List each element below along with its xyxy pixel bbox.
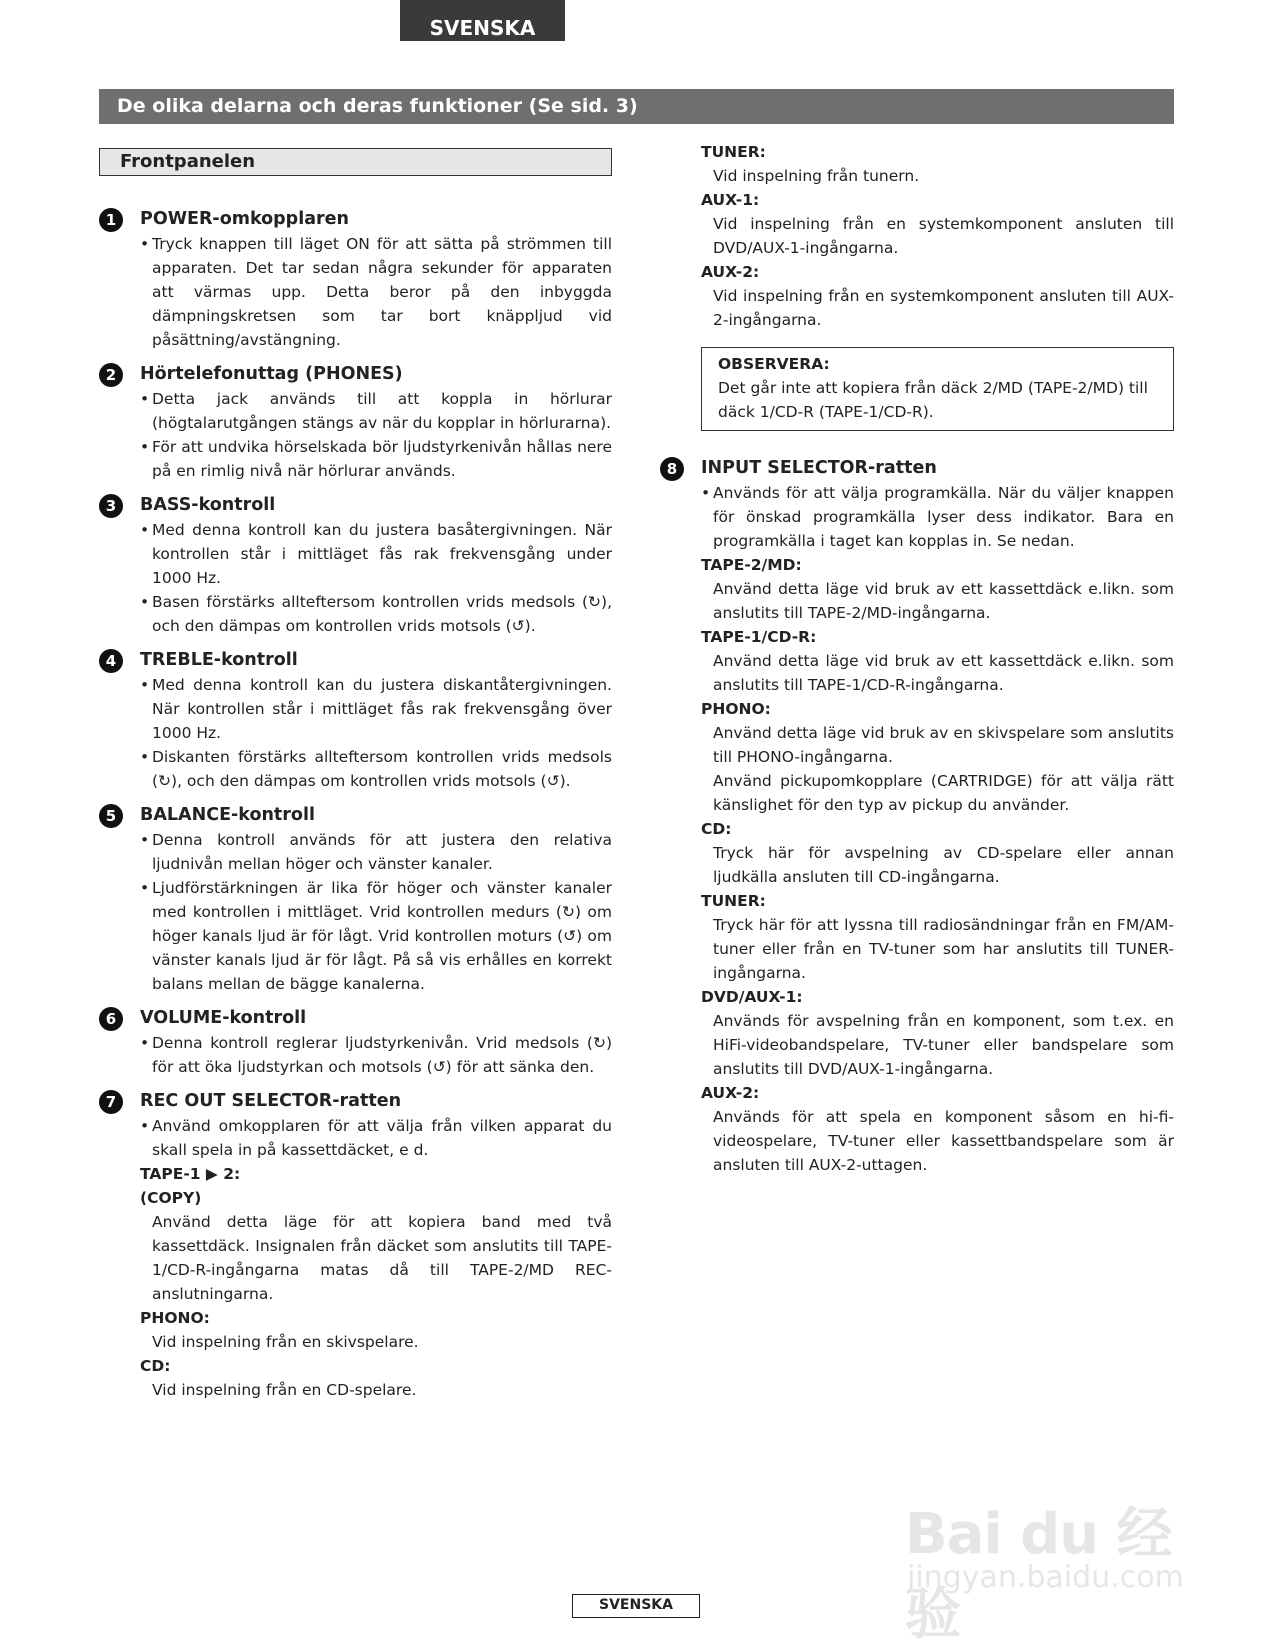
section-title: De olika delarna och deras funktioner (Se sid. 3) <box>99 89 1174 124</box>
copy-label: TAPE-1 ▶ 2: <box>140 1165 241 1183</box>
cd-label: CD: <box>140 1357 171 1375</box>
copy-label-sub: (COPY) <box>140 1189 202 1207</box>
item-volume <box>99 1005 612 1079</box>
bullet-text: • Diskanten förstärks allteftersom kontrollen vrids medsols (↻), och den dämpas om kontrollen vrids motsols (↺). <box>140 745 612 793</box>
entry-text: Tryck här för avspelning av CD-spelare eller annan ljudkälla ansluten till CD-ingångarna. <box>713 844 1174 886</box>
number-badge: 7 <box>99 1090 123 1114</box>
item-title: VOLUME-kontroll <box>140 1008 307 1028</box>
entry-text: Används för att spela en komponent såsom en hi-fi-videospelare, TV-tuner eller kassettbandspelare som är ansluten till AUX-2-uttagen. <box>713 1108 1174 1174</box>
copy-text: Använd detta läge för att kopiera band med två kassettdäck. Insignalen från däcket som anslutits till TAPE-1/CD-R-ingångarna matas då till TAPE-2/MD REC-anslutningarna. <box>152 1213 612 1303</box>
entry-label: TAPE-2/MD: <box>701 556 802 574</box>
bullet-text: • Denna kontroll används för att justera den relativa ljudnivån mellan höger och vänster kanaler. <box>140 828 612 876</box>
entry-label: TUNER: <box>701 892 766 910</box>
entry-label: DVD/AUX-1: <box>701 988 803 1006</box>
entry-text: Använd pickupomkopplare (CARTRIDGE) för att välja rätt känslighet för den typ av pickup du använder. <box>713 772 1174 814</box>
item-treble <box>99 647 612 793</box>
item-title: BASS-kontroll <box>140 495 276 515</box>
item-title: POWER-omkopplaren <box>140 209 349 229</box>
number-badge: 2 <box>99 363 123 387</box>
note-box <box>701 347 1174 431</box>
entry-label: PHONO: <box>701 700 771 718</box>
entry-label: CD: <box>701 820 732 838</box>
item-title: Hörtelefonuttag (PHONES) <box>140 364 403 384</box>
watermark <box>905 1460 1205 1647</box>
note-title: OBSERVERA: <box>718 355 830 373</box>
bullet-text: • Detta jack används till att koppla in hörlurar (högtalarutgången stängs av när du kopplar in hörlurarna). <box>140 387 612 435</box>
bullet-text: • Denna kontroll reglerar ljudstyrkenivån. Vrid medsols (↻) för att öka ljudstyrkan och motsols (↺) för att sänka den. <box>140 1031 612 1079</box>
number-badge: 3 <box>99 494 123 518</box>
language-tab: SVENSKA <box>400 0 565 41</box>
bullet-text: • Tryck knappen till läget ON för att sätta på strömmen till apparaten. Det tar sedan några sekunder för apparaten att värmas upp. Detta beror på den inbyggda dämpningskretsen som tar bort knäppljud vid påsättning/avstängning. <box>140 232 612 352</box>
number-badge: 5 <box>99 804 123 828</box>
bullet-text: • Används för att välja programkälla. När du väljer knappen för önskad programkälla lyser dess indikator. Bara en programkälla i taget kan kopplas in. Se nedan. <box>701 481 1174 553</box>
footer-language-label: SVENSKA <box>572 1594 700 1618</box>
aux2-text: Vid inspelning från en systemkomponent ansluten till AUX-2-ingångarna. <box>713 287 1174 329</box>
left-column <box>99 206 612 1411</box>
tuner-label: TUNER: <box>701 143 766 161</box>
aux1-label: AUX-1: <box>701 191 760 209</box>
entry-label: TAPE-1/CD-R: <box>701 628 817 646</box>
item-phones <box>99 361 612 483</box>
entry-label: AUX-2: <box>701 1084 760 1102</box>
watermark-url: jingyan.baidu.com <box>907 1560 1184 1595</box>
item-title: BALANCE-kontroll <box>140 805 315 825</box>
item-balance <box>99 802 612 996</box>
number-badge: 1 <box>99 208 123 232</box>
tuner-text: Vid inspelning från tunern. <box>713 167 920 185</box>
bullet-text: • För att undvika hörselskada bör ljudstyrkenivån hållas nere på en rimlig nivå när hörlurar används. <box>140 435 612 483</box>
phono-text: Vid inspelning från en skivspelare. <box>152 1333 419 1351</box>
item-bass <box>99 492 612 638</box>
entry-text: Använd detta läge vid bruk av en skivspelare som anslutits till PHONO-ingångarna. <box>713 724 1174 766</box>
number-badge: 8 <box>660 457 684 481</box>
bullet-text: • Med denna kontroll kan du justera diskantåtergivningen. När kontrollen står i mittläget fås rak frekvensgång över 1000 Hz. <box>140 673 612 745</box>
bullet-text: • Använd omkopplaren för att välja från vilken apparat du skall spela in på kassettdäcket, e d. <box>140 1114 612 1162</box>
item-title: TREBLE-kontroll <box>140 650 298 670</box>
phono-label: PHONO: <box>140 1309 210 1327</box>
number-badge: 6 <box>99 1007 123 1031</box>
right-column <box>660 140 1174 1177</box>
bullet-text: • Basen förstärks allteftersom kontrollen vrids medsols (↻), och den dämpas om kontrollen vrids motsols (↺). <box>140 590 612 638</box>
input-entries <box>660 553 1174 1177</box>
bullet-text: • Med denna kontroll kan du justera basåtergivningen. När kontrollen står i mittläget fås rak frekvensgång under 1000 Hz. <box>140 518 612 590</box>
aux1-text: Vid inspelning från en systemkomponent ansluten till DVD/AUX-1-ingångarna. <box>713 215 1174 257</box>
item-title: REC OUT SELECTOR-ratten <box>140 1091 402 1111</box>
cd-text: Vid inspelning från en CD-spelare. <box>152 1381 417 1399</box>
watermark-logo: Bai du 经验 <box>905 1502 1172 1647</box>
subsection-title: Frontpanelen <box>99 148 612 176</box>
item-rec-out-selector <box>99 1088 612 1402</box>
bullet-text: • Ljudförstärkningen är lika för höger och vänster kanaler med kontrollen i mittläget. Vrid kontrollen medurs (↻) om höger kanals ljud är för lågt. Vrid kontrollen moturs (↺) om vänster kanals ljud är för lågt. På så vis erhålles en korrekt balans mellan de bägge kanalerna. <box>140 876 612 996</box>
item-power <box>99 206 612 352</box>
item-input-selector <box>660 455 1174 553</box>
entry-text: Använd detta läge vid bruk av ett kassettdäck e.likn. som anslutits till TAPE-2/MD-ingångarna. <box>713 580 1174 622</box>
note-text: Det går inte att kopiera från däck 2/MD (TAPE-2/MD) till däck 1/CD-R (TAPE-1/CD-R). <box>718 379 1148 421</box>
entry-text: Tryck här för att lyssna till radiosändningar från en FM/AM-tuner eller från en TV-tuner som har anslutits till TUNER-ingångarna. <box>713 916 1174 982</box>
number-badge: 4 <box>99 649 123 673</box>
entry-text: Använd detta läge vid bruk av ett kassettdäck e.likn. som anslutits till TAPE-1/CD-R-ingångarna. <box>713 652 1174 694</box>
item-title: INPUT SELECTOR-ratten <box>701 458 937 478</box>
aux2-label: AUX-2: <box>701 263 760 281</box>
entry-text: Används för avspelning från en komponent, som t.ex. en HiFi-videobandspelare, TV-tuner eller bandspelare som anslutits till DVD/AUX-1-ingångarna. <box>713 1012 1174 1078</box>
